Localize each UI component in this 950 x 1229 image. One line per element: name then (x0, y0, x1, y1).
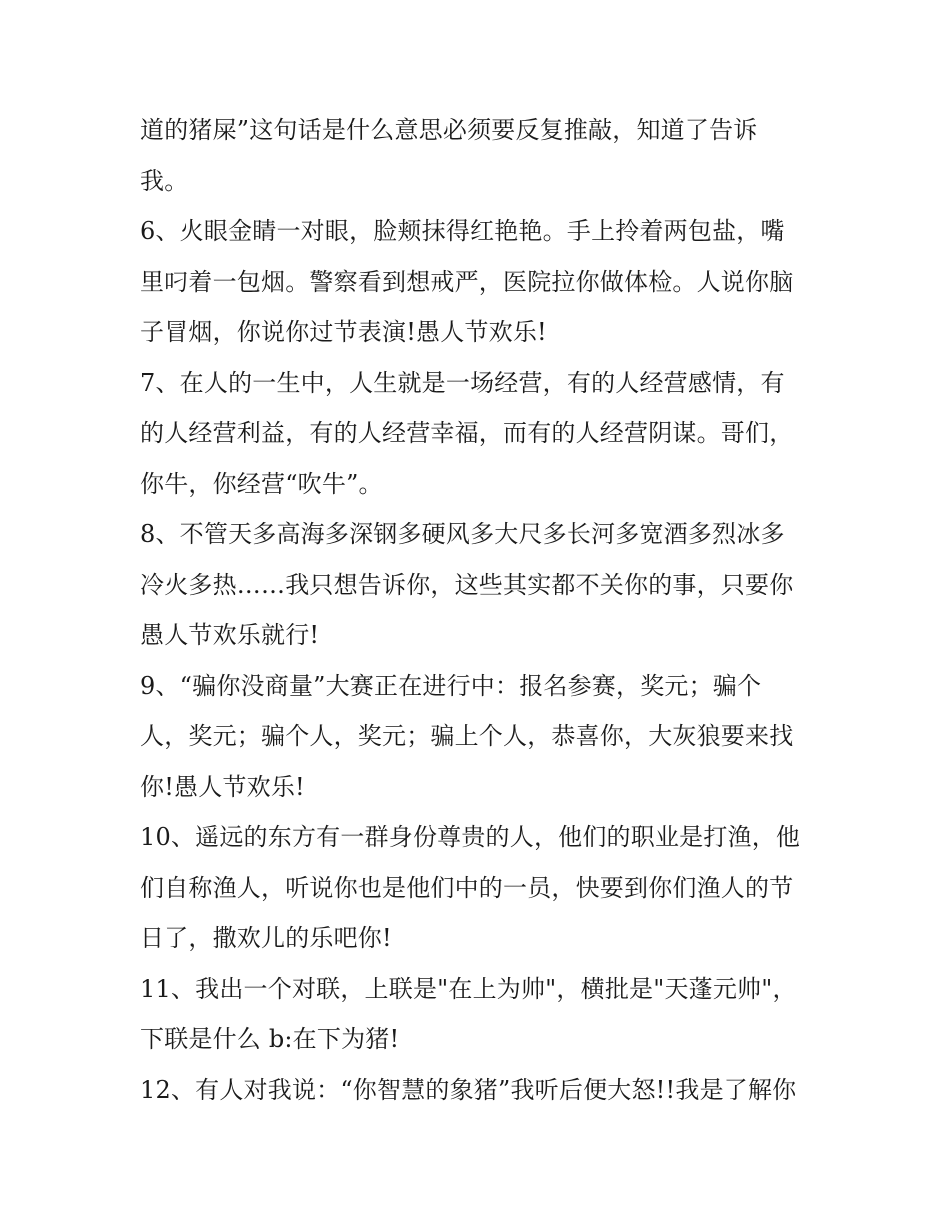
text-line: 愚人节欢乐就行! (140, 621, 320, 649)
document-body (140, 105, 830, 1115)
text-line: 我。 (140, 166, 189, 195)
text-line: 10、遥远的东方有一群身份尊贵的人，他们的职业是打渔，他 (140, 823, 801, 851)
text-line: 8、不管天多高海多深钢多硬风多大尺多长河多宽酒多烈冰多 (140, 520, 785, 548)
text-line: 7、在人的一生中，人生就是一场经营，有的人经营感情，有 (140, 368, 785, 397)
text-line: 里叼着一包烟。警察看到想戒严，医院拉你做体检。人说你脑 (140, 267, 794, 296)
text-line: 日了，撒欢儿的乐吧你! (140, 924, 392, 952)
text-line: 下联是什么 b:在下为猪! (140, 1025, 400, 1053)
text-line: 9、“骗你没商量”大赛正在进行中：报名参赛，奖元；骗个 (140, 671, 762, 700)
text-line: 11、我出一个对联，上联是"在上为帅"，横批是"天蓬元帅"， (140, 974, 797, 1003)
text-line: 6、火眼金睛一对眼，脸颊抹得红艳艳。手上拎着两包盐，嘴 (140, 217, 785, 245)
text-line: 子冒烟，你说你过节表演!愚人节欢乐! (140, 318, 547, 346)
text-line: 冷火多热……我只想告诉你，这些其实都不关你的事，只要你 (140, 570, 794, 599)
text-line: 你!愚人节欢乐! (140, 772, 305, 801)
text-line: 人，奖元；骗个人，奖元；骗上个人，恭喜你，大灰狼要来找 (140, 722, 794, 750)
text-line: 你牛，你经营“吹牛”。 (140, 469, 383, 498)
text-line: 道的猪屎”这句话是什么意思必须要反复推敲，知道了告诉 (140, 116, 758, 144)
text-line: 的人经营利益，有的人经营幸福，而有的人经营阴谋。哥们， (140, 419, 794, 447)
text-line: 们自称渔人，听说你也是他们中的一员，快要到你们渔人的节 (140, 873, 794, 902)
text-line: 12、有人对我说：“你智慧的象猪”我听后便大怒!!我是了解你 (140, 1075, 797, 1104)
